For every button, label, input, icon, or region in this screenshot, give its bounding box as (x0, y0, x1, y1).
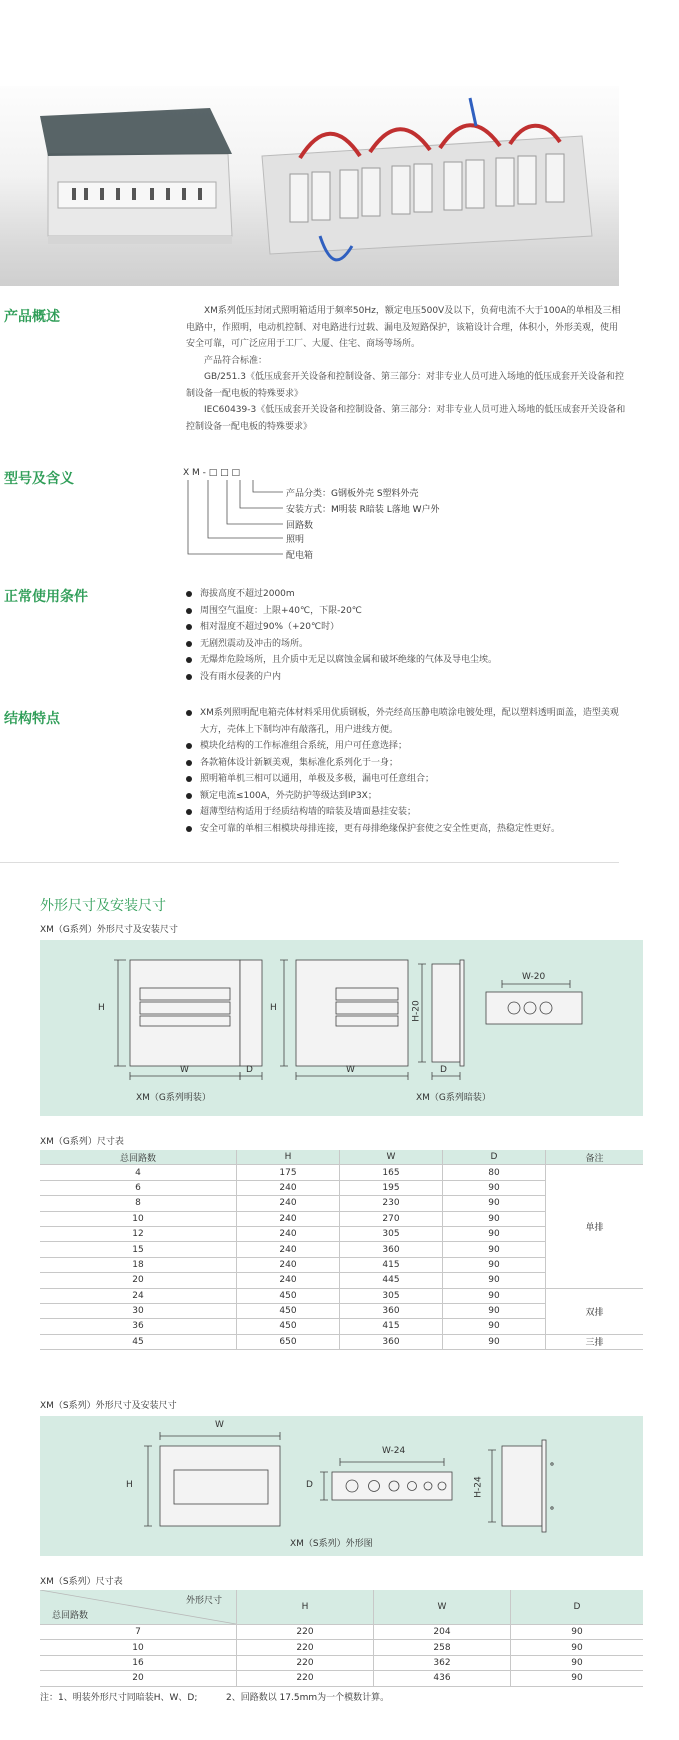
table-cell: 90 (511, 1625, 644, 1640)
dimensions-title: 外形尺寸及安装尺寸 (40, 898, 166, 914)
table-cell: 90 (443, 1226, 546, 1241)
divider (0, 862, 619, 863)
g-series-table (40, 1150, 643, 1350)
table-cell: 650 (237, 1334, 340, 1349)
list-item: 安全可靠的单相三相模块母排连接，更有母排绝缘保护套使之安全性更高，热稳定性更好。 (186, 821, 626, 838)
table-cell: 90 (443, 1257, 546, 1272)
model-label: 安装方式：M明装 R暗装 L落地 W户外 (286, 505, 440, 515)
table-row (40, 1640, 643, 1655)
product-photo (0, 86, 619, 286)
table-cell: 360 (340, 1334, 443, 1349)
model-label: 回路数 (286, 521, 314, 531)
table-cell: 10 (40, 1211, 237, 1226)
dim-label-h: H (126, 1480, 133, 1490)
table-row (40, 1625, 643, 1640)
table-header: 备注 (546, 1150, 644, 1165)
table-cell: 305 (340, 1226, 443, 1241)
g-series-diagram (40, 940, 643, 1116)
table-remark: 双排 (546, 1288, 644, 1334)
table-row (40, 1288, 643, 1303)
table-cell: 10 (40, 1640, 237, 1655)
overview-paragraph: IEC60439-3《低压成套开关设备和控制设备、第三部分：对非专业人员可进入场地的低压成套开关设备和控制设备一配电板的特殊要求》 (186, 405, 626, 432)
table-header-row (40, 1590, 643, 1625)
overview-paragraph: 产品符合标准： (204, 355, 268, 366)
table-cell: 90 (443, 1273, 546, 1288)
table-header: 总回路数 (40, 1150, 237, 1165)
s-series-caption: XM（S系列）外形图 (290, 1539, 373, 1549)
table-cell: 90 (443, 1319, 546, 1334)
table-cell: 415 (340, 1257, 443, 1272)
table-cell: 90 (511, 1655, 644, 1670)
table-cell: 240 (237, 1226, 340, 1241)
table-cell: 436 (374, 1671, 511, 1686)
dim-label-w20: W-20 (522, 972, 546, 982)
corner-top-label: 外形尺寸 (185, 1596, 222, 1606)
table-header: D (511, 1590, 644, 1625)
table-header: W (374, 1590, 511, 1625)
table-cell: 362 (374, 1655, 511, 1670)
s-series-diagram (40, 1416, 643, 1556)
conditions-title: 正常使用条件 (4, 589, 88, 605)
corner-bottom-label: 总回路数 (52, 1611, 89, 1621)
table-cell: 240 (237, 1257, 340, 1272)
dim-label-w24: W-24 (382, 1446, 406, 1456)
table-header: H (237, 1590, 374, 1625)
caption-surface: XM（G系列明装） (136, 1093, 211, 1103)
table-header-row (40, 1150, 643, 1165)
table-cell: 15 (40, 1242, 237, 1257)
dim-label-w: W (180, 1065, 189, 1075)
table-cell: 230 (340, 1196, 443, 1211)
dim-label-d: D (246, 1065, 253, 1075)
table-cell: 240 (237, 1196, 340, 1211)
table-row (40, 1671, 643, 1686)
s-series-table (40, 1590, 643, 1687)
features-title: 结构特点 (4, 711, 60, 727)
table-cell: 90 (443, 1196, 546, 1211)
table-cell: 6 (40, 1180, 237, 1195)
dim-label-d: D (306, 1480, 313, 1490)
caption-flush: XM（G系列暗装） (416, 1093, 491, 1103)
dim-label-w: W (215, 1420, 224, 1430)
list-item: 相对湿度不超过90%（+20℃时） (186, 619, 626, 636)
table-cell: 8 (40, 1196, 237, 1211)
table-cell: 24 (40, 1288, 237, 1303)
table-cell: 445 (340, 1273, 443, 1288)
table-row (40, 1334, 643, 1349)
dim-label-h20: H-20 (411, 1000, 422, 1022)
model-bracket-lines (183, 480, 303, 560)
table-cell: 20 (40, 1273, 237, 1288)
distribution-box-illustration (0, 86, 619, 286)
dim-label-h: H (98, 1003, 105, 1013)
list-item: 无剧烈震动及冲击的场所。 (186, 636, 626, 653)
footnote: 注：1、明装外形尺寸同暗装H、W、D; 2、回路数以 17.5mm为一个模数计算。 (40, 1693, 390, 1703)
table-cell: 305 (340, 1288, 443, 1303)
table-cell: 450 (237, 1288, 340, 1303)
dim-label-h24: H-24 (473, 1476, 484, 1498)
table-cell: 220 (237, 1625, 374, 1640)
features-list (186, 705, 626, 837)
table-header: W (340, 1150, 443, 1165)
dim-label-d: D (440, 1065, 447, 1075)
s-series-subtitle: XM（S系列）外形尺寸及安装尺寸 (40, 1401, 177, 1411)
overview-paragraph: XM系列低压封闭式照明箱适用于频率50Hz，额定电压500V及以下，负荷电流不大于100A的单相及三相电路中，作照明，电动机控制、对电路进行过载、漏电及短路保护，该箱设计合理，体积小，外形美观，使用安全可靠，可广泛应用于工厂、大厦、住宅、商场等场所。 (186, 306, 621, 349)
table-cell: 204 (374, 1625, 511, 1640)
dim-label-h: H (270, 1003, 277, 1013)
table-cell: 18 (40, 1257, 237, 1272)
overview-paragraph: GB/251.3《低压成套开关设备和控制设备、第三部分：对非专业人员可进入场地的低压成套开关设备和控制设备一配电板的特殊要求》 (186, 372, 624, 399)
g-series-table-title: XM（G系列）尺寸表 (40, 1137, 124, 1147)
list-item: 额定电流≤100A，外壳防护等级达到IP3X； (186, 788, 626, 805)
table-header: D (443, 1150, 546, 1165)
table-remark: 单排 (546, 1165, 644, 1288)
table-cell: 90 (443, 1242, 546, 1257)
table-cell: 4 (40, 1165, 237, 1180)
table-cell: 360 (340, 1242, 443, 1257)
list-item: XM系列照明配电箱壳体材料采用优质钢板，外壳经高压静电喷涂电镀处理，配以塑料透明面盖，造型美观大方，壳体上下制均冲有敲落孔，用户进线方便。 (186, 705, 626, 738)
model-code: X M - □ □ □ (183, 468, 240, 478)
model-label: 配电箱 (286, 551, 314, 561)
conditions-list (186, 586, 626, 685)
table-cell: 90 (443, 1288, 546, 1303)
table-cell: 240 (237, 1180, 340, 1195)
table-header: H (237, 1150, 340, 1165)
table-cell: 450 (237, 1303, 340, 1318)
list-item: 模块化结构的工作标准组合系统，用户可任意选择； (186, 738, 626, 755)
list-item: 无爆炸危险场所，且介质中无足以腐蚀金属和破坏绝缘的气体及导电尘埃。 (186, 652, 626, 669)
table-cell: 360 (340, 1303, 443, 1318)
table-cell: 16 (40, 1655, 237, 1670)
table-row (40, 1655, 643, 1670)
table-cell: 165 (340, 1165, 443, 1180)
table-header-corner (40, 1590, 237, 1625)
list-item: 超薄型结构适用于经质结构墙的暗装及墙面悬挂安装； (186, 804, 626, 821)
table-cell: 90 (511, 1640, 644, 1655)
table-cell: 220 (237, 1655, 374, 1670)
table-cell: 175 (237, 1165, 340, 1180)
list-item: 没有雨水侵袭的户内 (186, 669, 626, 686)
table-cell: 45 (40, 1334, 237, 1349)
table-cell: 270 (340, 1211, 443, 1226)
table-cell: 12 (40, 1226, 237, 1241)
list-item: 各款箱体设计新颖美观，集标准化系列化于一身； (186, 755, 626, 772)
model-title: 型号及含义 (4, 471, 74, 487)
table-row (40, 1165, 643, 1180)
table-cell: 80 (443, 1165, 546, 1180)
table-cell: 450 (237, 1319, 340, 1334)
table-cell: 240 (237, 1242, 340, 1257)
table-cell: 90 (443, 1180, 546, 1195)
table-cell: 20 (40, 1671, 237, 1686)
table-cell: 90 (511, 1671, 644, 1686)
table-cell: 240 (237, 1211, 340, 1226)
table-remark: 三排 (546, 1334, 644, 1349)
table-cell: 415 (340, 1319, 443, 1334)
g-series-drawing (40, 940, 643, 1116)
s-series-table-title: XM（S系列）尺寸表 (40, 1577, 123, 1587)
list-item: 海拔高度不超过2000m (186, 586, 626, 603)
overview-text (186, 303, 626, 435)
table-cell: 90 (443, 1211, 546, 1226)
dim-label-w: W (346, 1065, 355, 1075)
table-cell: 220 (237, 1671, 374, 1686)
table-cell: 7 (40, 1625, 237, 1640)
table-cell: 258 (374, 1640, 511, 1655)
table-cell: 90 (443, 1334, 546, 1349)
list-item: 照明箱单机三相可以通用，单极及多极，漏电可任意组合； (186, 771, 626, 788)
list-item: 周围空气温度：上限+40℃，下限-20℃ (186, 603, 626, 620)
table-cell: 30 (40, 1303, 237, 1318)
table-cell: 90 (443, 1303, 546, 1318)
table-cell: 36 (40, 1319, 237, 1334)
table-cell: 195 (340, 1180, 443, 1195)
table-cell: 240 (237, 1273, 340, 1288)
overview-title: 产品概述 (4, 309, 60, 325)
model-label: 照明 (286, 535, 305, 545)
table-cell: 220 (237, 1640, 374, 1655)
model-label: 产品分类：G钢板外壳 S塑料外壳 (286, 489, 419, 499)
g-series-subtitle: XM（G系列）外形尺寸及安装尺寸 (40, 925, 178, 935)
